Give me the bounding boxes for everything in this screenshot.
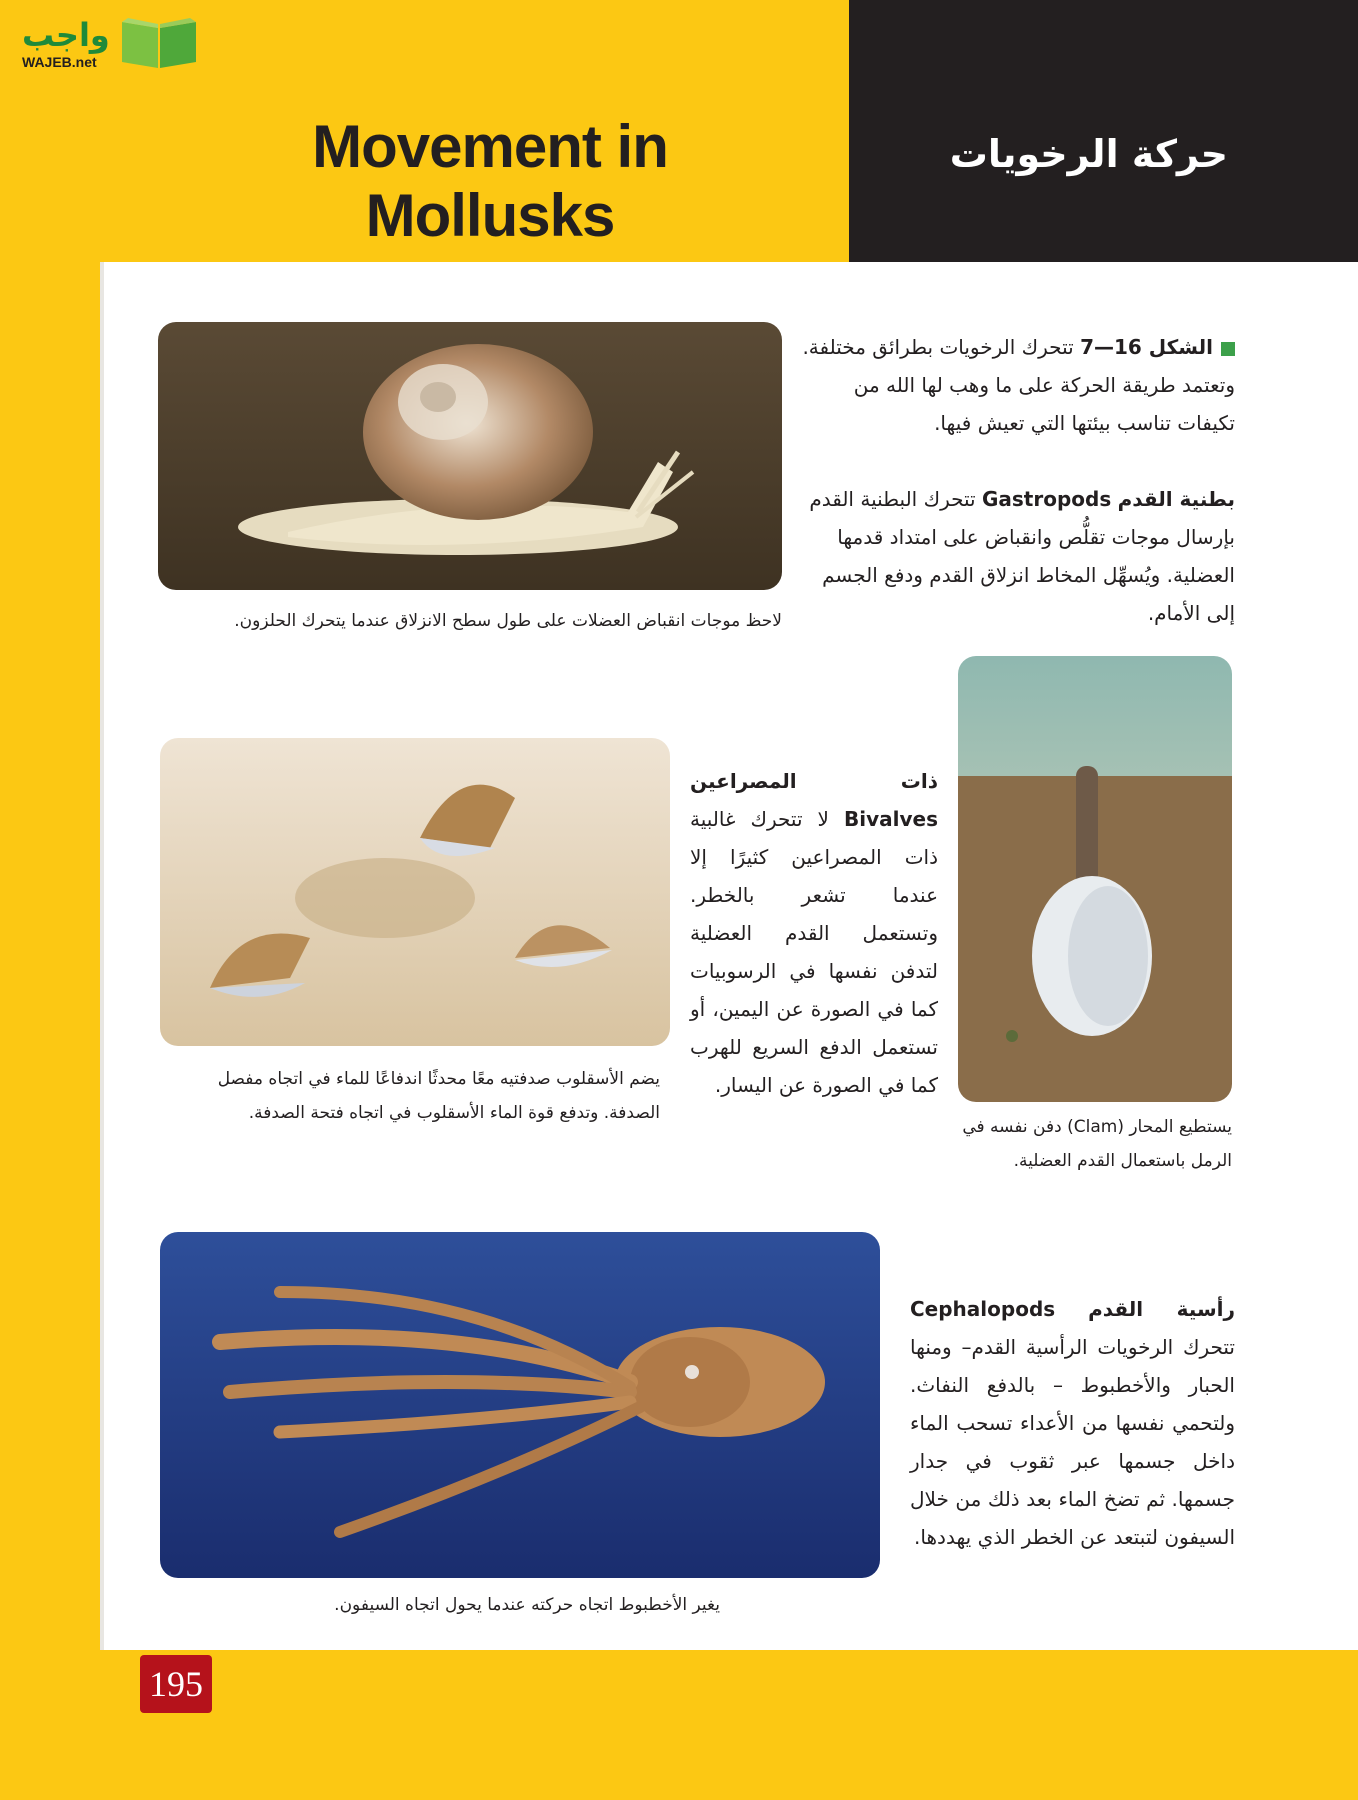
gastropods-text: تتحرك البطنية القدم بإرسال موجات تقلُّص وانقباض على امتداد قدمها العضلية. ويُسهِّل المخاط انزلاق القدم ودفع الجسم إلى الأمام.	[809, 487, 1235, 625]
bivalves-text: لا تتحرك غالبية ذات المصراعين كثيرًا إلا عندما تشعر بالخطر. وتستعمل القدم العضلية لتدفن نفسها في الرسوبيات كما في الصورة عن اليمين، أو تستعمل الدفع السريع للهرب كما في الصورة عن اليسار.	[690, 807, 938, 1097]
bivalves-heading-ar: ذات المصراعين	[690, 769, 938, 793]
clam-caption: يستطيع المحار (Clam) دفن نفسه في الرمل باستعمال القدم العضلية.	[962, 1117, 1232, 1171]
cephalopods-heading-ar: رأسية القدم	[1088, 1297, 1236, 1321]
figure-label: الشكل 16—7	[1080, 335, 1213, 359]
scallop-image	[160, 738, 670, 1046]
octopus-image	[160, 1232, 880, 1578]
bullet-square	[1221, 342, 1235, 356]
gastropods-heading-ar: بطنية القدم	[1117, 487, 1235, 511]
figure-text: تتحرك الرخويات بطرائق مختلفة. وتعتمد طريقة الحركة على ما وهب لها الله من تكيفات تناسب بيئتها التي تعيش فيها.	[802, 335, 1235, 435]
figure-intro	[795, 328, 1235, 442]
cephalopods-text: تتحرك الرخويات الرأسية القدم– ومنها الحبار والأخطبوط – بالدفع النفاث. ولتحمي نفسها من الأعداء تسحب الماء داخل جسمها عبر ثقوب في جدار جسمها. ثم تضخ الماء بعد ذلك من خلال السيفون لتبتعد عن الخطر الذي يهددها.	[910, 1335, 1235, 1549]
scallop-caption: يضم الأسقلوب صدفتيه معًا محدثًا اندفاعًا للماء في اتجاه مفصل الصدفة. وتدفع قوة الماء الأسقلوب في اتجاه فتحة الصدفة.	[217, 1069, 660, 1123]
cephalopods-paragraph	[910, 1290, 1235, 1556]
gastropods-heading-en: Gastropods	[981, 487, 1112, 511]
clam-image	[958, 656, 1232, 1102]
page-title-english: Movement in Mollusks	[312, 113, 668, 249]
snail-caption: لاحظ موجات انقباض العضلات على طول سطح الانزلاق عندما يتحرك الحلزون.	[234, 611, 782, 631]
page-number: 195	[140, 1655, 212, 1713]
gastropods-paragraph	[795, 480, 1235, 632]
bivalves-paragraph	[690, 762, 938, 1104]
page-title-arabic: حركة الرخويات	[949, 132, 1228, 176]
logo-arabic-text: واجب	[22, 16, 110, 54]
book-icon	[118, 14, 200, 70]
wajeb-logo[interactable]	[12, 10, 192, 70]
logo-latin-text: WAJEB.net	[22, 54, 97, 70]
cephalopods-heading-en: Cephalopods	[910, 1297, 1056, 1321]
bivalves-heading-en: Bivalves	[844, 807, 939, 831]
header-black-band	[849, 0, 1358, 262]
octopus-caption: يغير الأخطبوط اتجاه حركته عندما يحول اتجاه السيفون.	[334, 1595, 720, 1615]
snail-image	[158, 322, 782, 590]
